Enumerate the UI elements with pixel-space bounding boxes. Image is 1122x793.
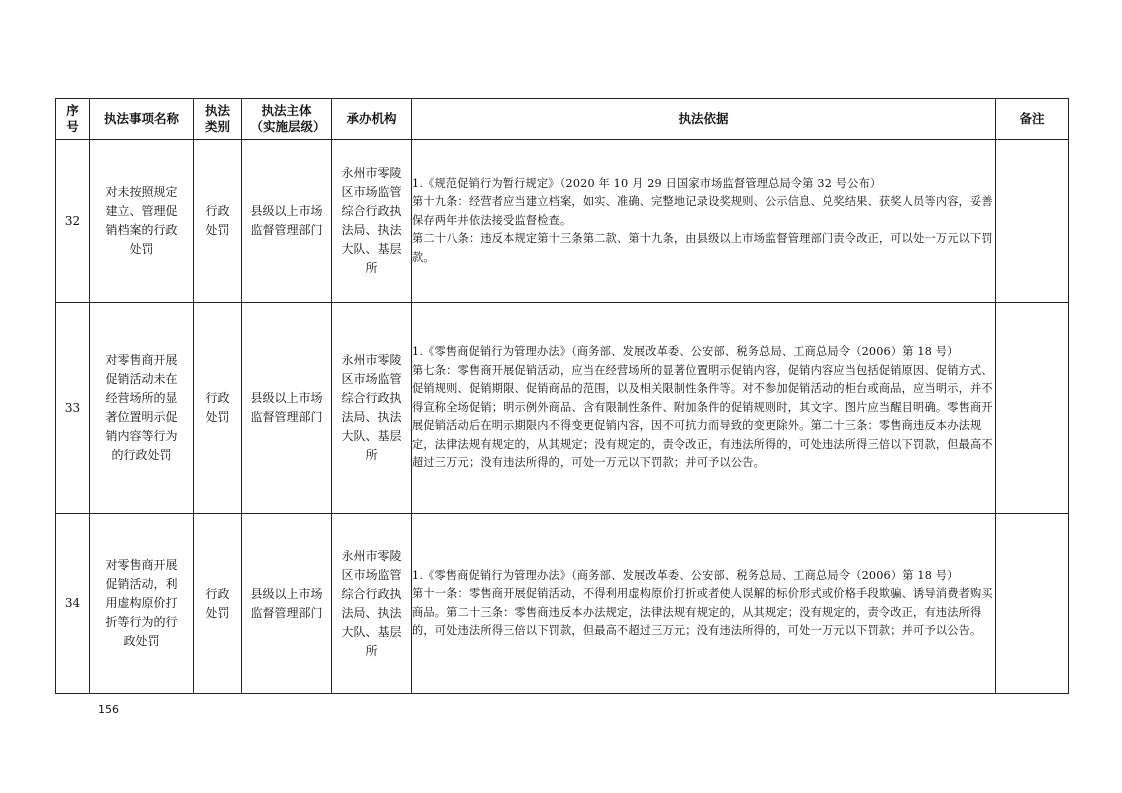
- page-number: 156: [98, 703, 119, 716]
- cell-remark: [996, 303, 1069, 514]
- header-seq: 序号: [56, 99, 90, 140]
- cell-agency: 永州市零陵区市场监管综合行政执法局、执法大队、基层所: [332, 140, 412, 303]
- cell-agency: 永州市零陵区市场监管综合行政执法局、执法大队、基层所: [332, 303, 412, 514]
- basis-line: 1.《规范促销行为暂行规定》（2020 年 10 月 29 日国家市场监督管理总局令第 32 号公布）: [412, 176, 882, 190]
- cell-subject: 县级以上市场监督管理部门: [242, 140, 332, 303]
- cell-category: 行政处罚: [194, 303, 242, 514]
- cell-subject: 县级以上市场监督管理部门: [242, 514, 332, 694]
- basis-line: 1.《零售商促销行为管理办法》（商务部、发展改革委、公安部、税务总局、工商总局令（2006）第 18 号）: [412, 345, 959, 359]
- cell-subject: 县级以上市场监督管理部门: [242, 303, 332, 514]
- cell-name: 对零售商开展促销活动未在经营场所的显著位置明示促销内容等行为的行政处罚: [90, 303, 194, 514]
- header-remark: 备注: [996, 99, 1069, 140]
- cell-name: 对零售商开展促销活动，利用虚构原价打折等行为的行政处罚: [90, 514, 194, 694]
- cell-basis: [412, 303, 996, 514]
- basis-line: 第二十八条：违反本规定第十三条第二款、第十九条，由县级以上市场监督管理部门责令改正，可以处一万元以下罚款。: [412, 232, 993, 264]
- header-name: 执法事项名称: [90, 99, 194, 140]
- header-category: 执法类别: [194, 99, 242, 140]
- cell-category: 行政处罚: [194, 514, 242, 694]
- table-row: [56, 140, 1069, 303]
- basis-line: 第七条：零售商开展促销活动，应当在经营场所的显著位置明示促销内容，促销内容应当包括促销原因、促销方式、促销规则、促销期限、促销商品的范围，以及相关限制性条件等。对不参加促销活动的柜台或商品，应当明示，并不得宣称全场促销；明示例外商品、含有限制性条件、附加条件的促销规则时，其文字、图片应当醒目明确。零售商开展促销活动后在明示期限内不得变更促销内容，因不可抗力而导致的变更除外。第二十三条：零售商违反本办法规定，法律法规有规定的，从其规定；没有规定的，责令改正，有违法所得的，可处违法所得三倍以下罚款，但最高不超过三万元；没有违法所得的，可处一万元以下罚款；并可予以公告。: [412, 363, 993, 470]
- enforcement-table: [55, 98, 1069, 694]
- table-row: [56, 514, 1069, 694]
- basis-line: 1.《零售商促销行为管理办法》（商务部、发展改革委、公安部、税务总局、工商总局令（2006）第 18 号）: [412, 568, 959, 582]
- basis-line: 第十一条：零售商开展促销活动，不得利用虚构原价打折或者使人误解的标价形式或价格手段欺骗、诱导消费者购买商品。第二十三条：零售商违反本办法规定，法律法规有规定的，从其规定；没有规定的，责令改正，有违法所得的，可处违法所得三倍以下罚款，但最高不超过三万元；没有违法所得的，可处一万元以下罚款；并可予以公告。: [412, 587, 993, 637]
- basis-line: 第十九条：经营者应当建立档案，如实、准确、完整地记录设奖规则、公示信息、兑奖结果、获奖人员等内容，妥善保存两年并依法接受监督检查。: [412, 195, 993, 227]
- header-agency: 承办机构: [332, 99, 412, 140]
- cell-basis: [412, 140, 996, 303]
- cell-remark: [996, 140, 1069, 303]
- cell-category: 行政处罚: [194, 140, 242, 303]
- cell-basis: [412, 514, 996, 694]
- cell-seq: 32: [56, 140, 90, 303]
- header-row: [56, 99, 1069, 140]
- cell-agency: 永州市零陵区市场监管综合行政执法局、执法大队、基层所: [332, 514, 412, 694]
- header-basis: 执法依据: [412, 99, 996, 140]
- cell-seq: 33: [56, 303, 90, 514]
- cell-seq: 34: [56, 514, 90, 694]
- cell-name: 对未按照规定建立、管理促销档案的行政处罚: [90, 140, 194, 303]
- table-row: [56, 303, 1069, 514]
- cell-remark: [996, 514, 1069, 694]
- header-subject: 执法主体（实施层级）: [242, 99, 332, 140]
